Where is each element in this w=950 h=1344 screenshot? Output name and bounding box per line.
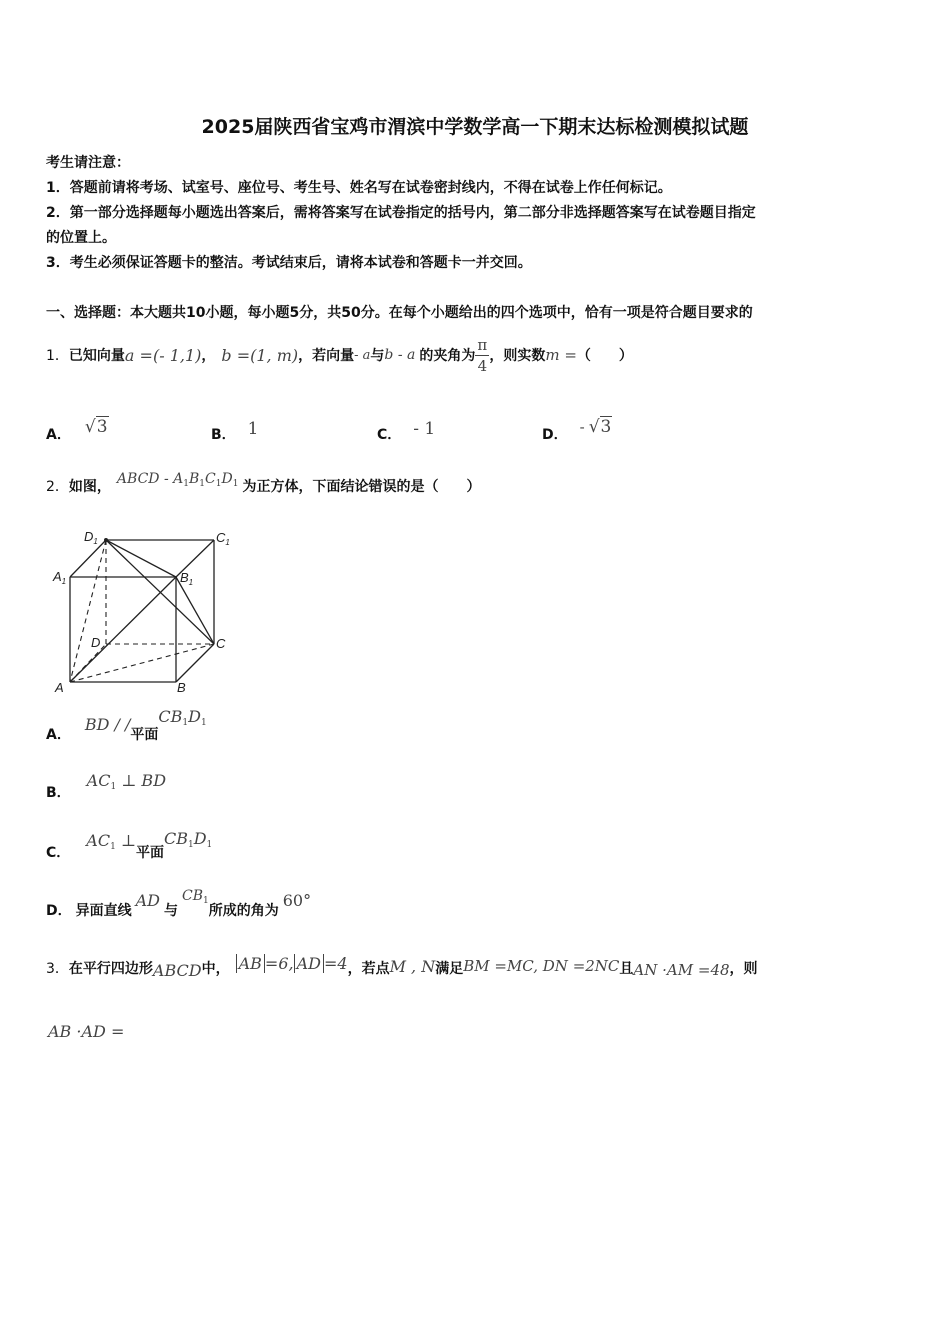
- label-A: A: [55, 680, 64, 695]
- q1-frac-num: π: [477, 335, 488, 354]
- q1-option-d-label: D．: [542, 427, 568, 443]
- q2-c-perp: ⊥: [120, 831, 136, 850]
- q2-option-b[interactable]: [46, 766, 166, 802]
- notice-item-2-line-2: 的位置上。: [46, 230, 116, 246]
- label-D1: $D_1$: [84, 529, 98, 546]
- q2-option-d[interactable]: [46, 884, 311, 920]
- q2-cube-part-1: ABCD - A: [116, 471, 184, 487]
- q1-option-b[interactable]: [211, 414, 259, 444]
- q1-number: 1．: [46, 348, 69, 364]
- q2-sub-a: 1: [183, 479, 189, 489]
- notice-item-3: 3．考生必须保证答题卡的整洁。考试结束后，请将本试卷和答题卡一并交回。: [46, 255, 532, 271]
- label-D: D: [91, 635, 101, 650]
- q2-option-c-text: 平面: [135, 845, 164, 861]
- edge-D1A: [70, 540, 106, 682]
- q2-option-a-math: BD / /: [84, 715, 131, 734]
- q2-option-d-angle: 60°: [282, 891, 312, 910]
- question-3: [46, 950, 758, 986]
- q1-option-c-label: C．: [377, 427, 402, 443]
- q1-option-b-label: B．: [211, 427, 236, 443]
- q3-lengths: [236, 954, 348, 973]
- q1-neg-a: - a: [354, 347, 371, 363]
- q2-cube-part-c: C: [205, 471, 216, 487]
- q1-text-1: 已知向量: [68, 348, 125, 364]
- q1-option-d-sign: -: [579, 418, 585, 436]
- q1-angle-fraction: [475, 336, 489, 375]
- q1-option-d-radicand: 3: [600, 417, 612, 437]
- q2-option-a-plane: [158, 707, 206, 728]
- q1-vector-a: a =(- 1,1): [124, 345, 202, 365]
- label-C: C: [216, 636, 226, 651]
- q1-text-4: 与: [370, 348, 385, 364]
- q2-option-a[interactable]: [46, 708, 207, 744]
- q2-c-sub-1: 1: [187, 840, 194, 850]
- q2-a-plane-1: CB: [158, 707, 183, 726]
- q2-option-a-text: 平面: [130, 727, 159, 743]
- q1-option-a-label: A．: [46, 427, 71, 443]
- q1-text-3: ，若向量: [298, 348, 355, 364]
- q3-ab-abs: AB: [236, 954, 265, 973]
- q2-option-c-label: C．: [46, 845, 71, 861]
- label-A1: $A_1$: [53, 569, 67, 586]
- q2-b-perp-bd: ⊥ BD: [121, 771, 167, 790]
- q2-c-sub: 1: [110, 842, 116, 852]
- label-B1: $B_1$: [180, 570, 194, 587]
- q2-option-c-plane: [164, 829, 212, 850]
- q1-text-5: 的夹角为: [419, 348, 476, 364]
- q2-cube-name: [117, 471, 239, 489]
- q2-sub-d: 1: [232, 479, 239, 489]
- edge-AB1: [70, 577, 176, 682]
- q2-sub-b: 1: [199, 479, 206, 489]
- cube-figure: [46, 522, 246, 702]
- q2-number: 2．: [46, 479, 69, 495]
- notice-item-1: 1．答题前请将考场、试室号、座位号、考生号、姓名写在试卷密封线内，不得在试卷上作任何标记。: [46, 180, 672, 196]
- q2-option-d-text-1: 异面直线: [75, 903, 132, 919]
- q1-text-6: ，则实数: [489, 348, 546, 364]
- q2-a-sub-1: 1: [182, 718, 189, 728]
- q1-option-d[interactable]: [542, 410, 612, 444]
- q2-option-c-math: [86, 831, 136, 852]
- q2-b-ac: AC: [86, 771, 111, 790]
- q2-option-d-ad: AD: [135, 891, 161, 910]
- notice-heading: 考生请注意：: [46, 155, 130, 171]
- q2-b-sub: 1: [110, 782, 117, 792]
- question-2: [46, 466, 480, 506]
- q2-option-d-text-2: 与: [164, 903, 179, 919]
- q1-option-a-radicand: 3: [96, 417, 108, 437]
- q1-m-equals: m =: [545, 346, 577, 364]
- q1-frac-den: 4: [477, 356, 488, 375]
- edge-BC: [176, 644, 214, 682]
- q2-d-sub: 1: [203, 896, 209, 906]
- q2-option-c[interactable]: [46, 826, 212, 862]
- q3-text-4: 满足: [435, 961, 464, 977]
- q3-ad-abs: AD: [294, 954, 324, 973]
- page-title: 2025届陕西省宝鸡市渭滨中学数学高一下期末达标检测模拟试题: [201, 116, 749, 138]
- q2-a-sub-2: 1: [200, 718, 207, 728]
- q3-text-1: 在平行四边形: [68, 961, 153, 977]
- q2-sub-c: 1: [215, 479, 222, 489]
- q3-conditions: BM =MC, DN =2NC: [463, 957, 620, 975]
- edge-B1C: [176, 577, 214, 644]
- q2-c-plane-2: D: [193, 829, 207, 848]
- edge-A1D1: [70, 540, 106, 577]
- q3-text-6: ，则: [729, 961, 758, 977]
- q2-c-plane-1: CB: [163, 829, 188, 848]
- q2-option-b-label: B．: [46, 785, 71, 801]
- q1-option-d-value: √3: [588, 417, 612, 437]
- q1-option-a[interactable]: [46, 410, 109, 444]
- q3-text-5: 且: [619, 961, 634, 977]
- q1-option-a-value: √3: [84, 417, 108, 437]
- section-heading: 一、选择题：本大题共10小题，每小题5分，共50分。在每个小题给出的四个选项中，恰有一项是符合题目要求的: [46, 305, 753, 321]
- q1-text-2: ，: [201, 348, 216, 364]
- q3-text-3: ，若点: [347, 961, 390, 977]
- q3-target-expression: AB ·AD =: [48, 1022, 125, 1041]
- q1-option-b-value: 1: [247, 419, 259, 439]
- q3-number: 3．: [46, 961, 69, 977]
- q1-option-c-value: - 1: [413, 419, 436, 439]
- q2-option-d-cb: [182, 888, 209, 906]
- q2-text-2: 为正方体，下面结论错误的是（ ）: [242, 479, 481, 495]
- question-1: [46, 330, 633, 380]
- q3-ad-val: =4: [323, 953, 348, 973]
- edge-D1B1: [106, 540, 176, 577]
- label-C1: $C_1$: [216, 530, 230, 547]
- q2-c-sub-2: 1: [206, 840, 213, 850]
- label-B: B: [177, 680, 186, 695]
- q2-a-plane-2: D: [188, 707, 201, 726]
- q2-d-cb: CB: [182, 888, 204, 904]
- q3-abcd: ABCD: [152, 960, 202, 980]
- q3-points: M , N: [389, 956, 436, 976]
- q2-option-d-text-3: 所成的角为: [208, 903, 279, 919]
- q2-c-ac: AC: [86, 831, 111, 850]
- q3-ab-val: =6,: [264, 953, 294, 973]
- q2-cube-part-d: D: [221, 471, 233, 487]
- q2-cube-part-b: B: [189, 471, 200, 487]
- q1-b-minus-a: b - a: [384, 347, 416, 363]
- q3-text-2: 中，: [201, 961, 230, 977]
- q1-option-c[interactable]: [377, 414, 435, 444]
- q1-text-7: （ ）: [576, 348, 633, 364]
- q3-dot-product: AN ·AM =48: [633, 961, 730, 979]
- notice-item-2-line-1: 2．第一部分选择题每小题选出答案后，需将答案写在试卷指定的括号内，第二部分非选择题答案写在试卷题目指定: [46, 205, 756, 221]
- q2-option-b-math: [87, 771, 166, 792]
- q2-option-d-label: D．: [46, 903, 72, 919]
- q2-text-1: 如图，: [68, 479, 111, 495]
- q1-vector-b: b =(1, m): [221, 345, 299, 365]
- q2-option-a-label: A．: [46, 727, 71, 743]
